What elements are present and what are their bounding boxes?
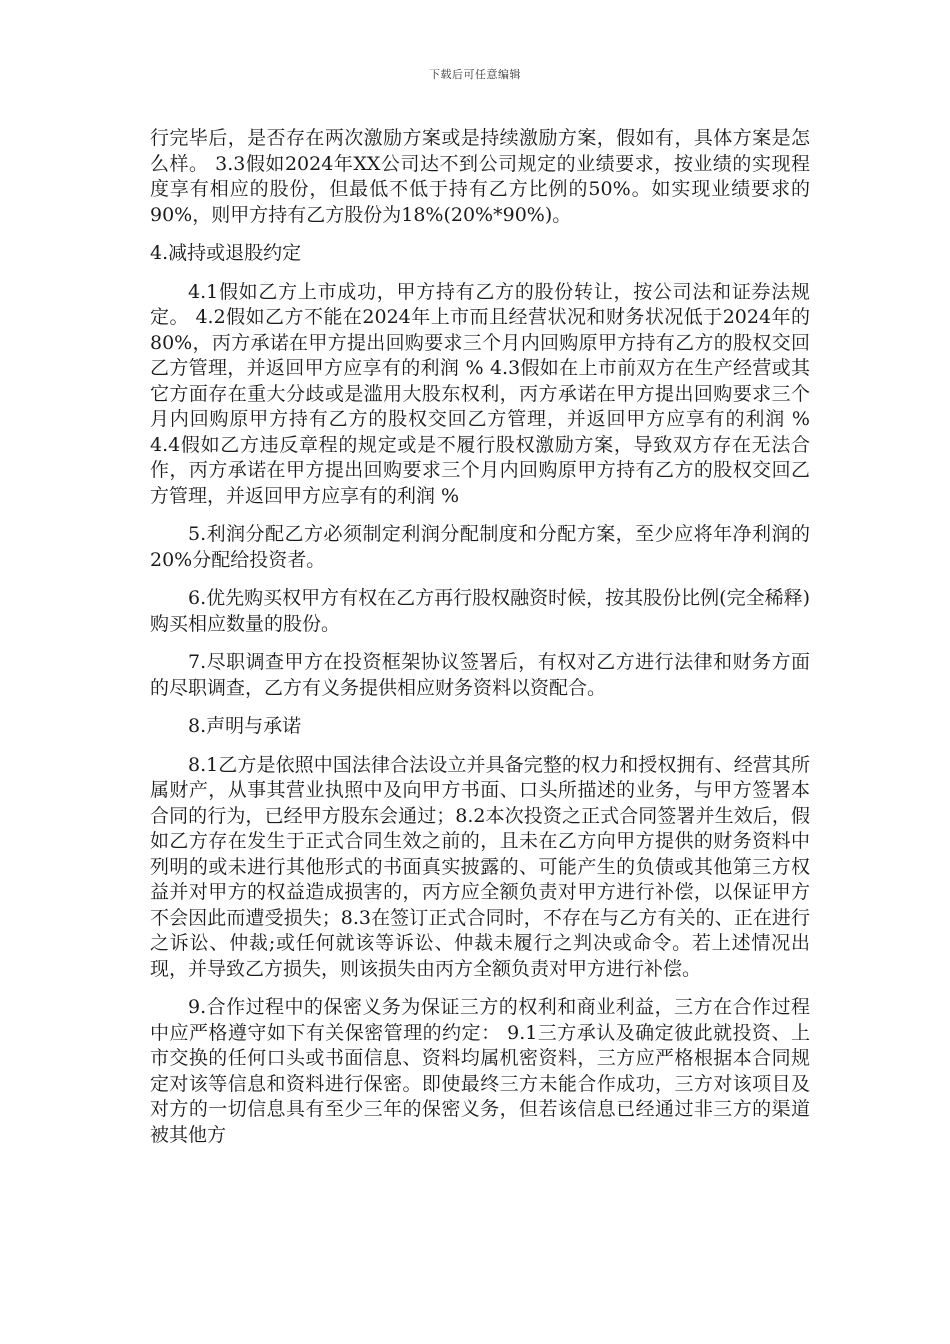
document-body [150, 126, 810, 1161]
paragraph-section-9: 9.合作过程中的保密义务为保证三方的权利和商业利益，三方在合作过程中应严格遵守如下有关保密管理的约定： 9.1三方承认及确定彼此就投资、上市交换的任何口头或书面信息、资料均属机密资料，三方应严格根据本合同规定对该等信息和资料进行保密。即使最终三方未能合作成功，三方对该项目及对方的一切信息具有至少三年的保密义务，但若该信息已经通过非三方的渠道被其他方 [150, 996, 810, 1146]
paragraph-section-4: 4.1假如乙方上市成功，甲方持有乙方的股份转让，按公司法和证券法规定。 4.2假如乙方不能在2024年上市而且经营状况和财务状况低于2024年的80%，丙方承诺在甲方提出回购要求三个月内回购原甲方持有乙方的股权交回乙方管理，并返回甲方应享有的利润 % 4.3假如在上市前双方在生产经营或其它方面存在重大分歧或是滥用大股东权利，丙方承诺在甲方提出回购要求三个月内回购原甲方持有乙方的股权交回乙方管理，并返回甲方应享有的利润 % 4.4假如乙方违反章程的规定或是不履行股权激励方案，导致双方存在无法合作，丙方承诺在甲方提出回购要求三个月内回购原甲方持有乙方的股权交回乙方管理，并返回甲方应享有的利润 % [150, 280, 810, 507]
paragraph-continuation: 行完毕后，是否存在两次激励方案或是持续激励方案，假如有，具体方案是怎么样。 3.3假如2024年XX公司达不到公司规定的业绩要求，按业绩的实现程度享有相应的股份，但最低不低于持有乙方比例的50%。如实现业绩要求的90%，则甲方持有乙方股份为18%(20%*90%)。 [150, 127, 810, 226]
paragraph-section-8: 8.1乙方是依照中国法律合法设立并具备完整的权力和授权拥有、经营其所属财产，从事其营业执照中及向甲方书面、口头所描述的业务，与甲方签署本合同的行为，已经甲方股东会通过；8.2本次投资之正式合同签署并生效后，假如乙方存在发生于正式合同生效之前的，且未在乙方向甲方提供的财务资料中列明的或未进行其他形式的书面真实披露的、可能产生的负债或其他第三方权益并对甲方的权益造成损害的，丙方应全额负责对甲方进行补偿，以保证甲方不会因此而遭受损失；8.3在签订正式合同时，不存在与乙方有关的、正在进行之诉讼、仲裁;或任何就该等诉讼、仲裁未履行之判决或命令。若上述情况出现，并导致乙方损失，则该损失由丙方全额负责对甲方进行补偿。 [150, 753, 810, 980]
section-heading-8: 8.声明与承诺 [188, 715, 302, 737]
paragraph-section-6: 6.优先购买权甲方有权在乙方再行股权融资时候，按其股份比例(完全稀释)购买相应数量的股份。 [150, 587, 810, 635]
section-heading-4: 4.减持或退股约定 [150, 242, 302, 264]
paragraph-section-7: 7.尽职调查甲方在投资框架协议签署后，有权对乙方进行法律和财务方面的尽职调查，乙方有义务提供相应财务资料以资配合。 [150, 651, 810, 699]
paragraph-section-5: 5.利润分配乙方必须制定利润分配制度和分配方案，至少应将年净利润的20%分配给投资者。 [150, 523, 810, 571]
page-header: 下载后可任意编辑 [429, 68, 521, 81]
